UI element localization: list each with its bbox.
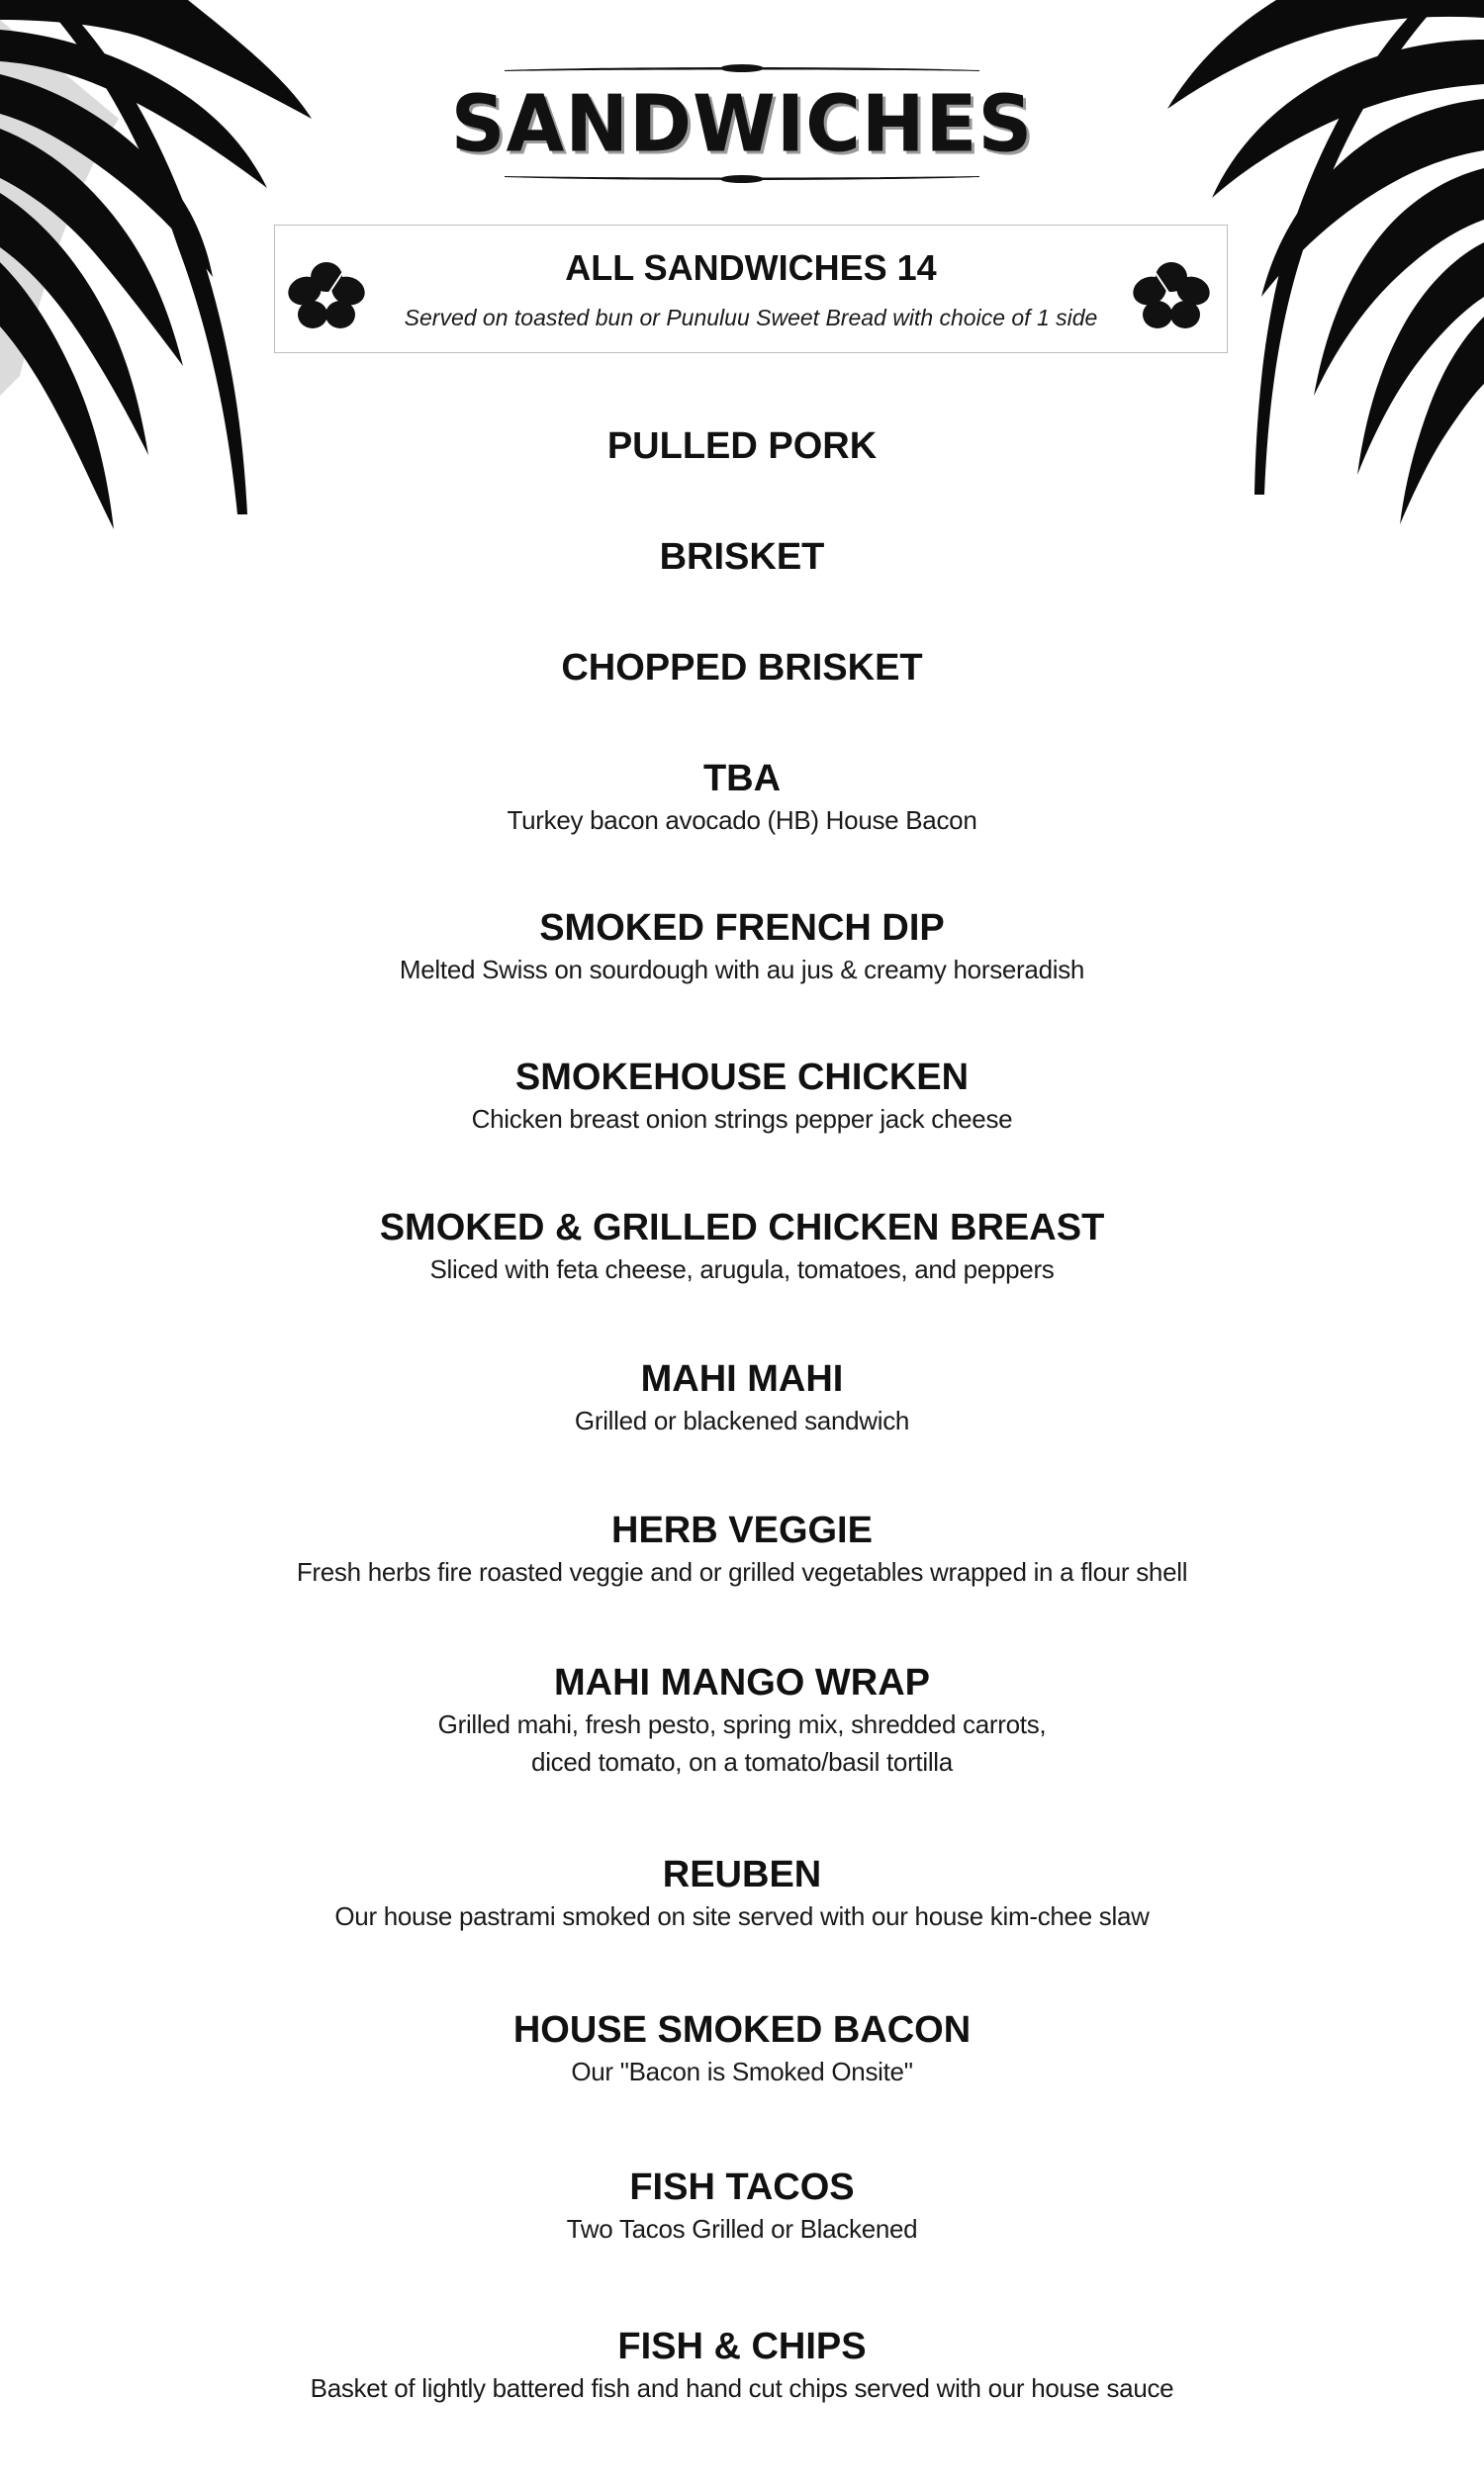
price-banner bbox=[274, 225, 1228, 353]
hibiscus-flower-icon bbox=[1130, 259, 1213, 332]
menu-item bbox=[99, 1055, 1385, 1138]
menu-item-name: SMOKED FRENCH DIP bbox=[539, 907, 945, 949]
menu-item-description: Chicken breast onion strings pepper jack cheese bbox=[471, 1104, 1013, 1134]
menu-item-description: Turkey bacon avocado (HB) House Bacon bbox=[507, 805, 977, 835]
menu-item bbox=[99, 2165, 1385, 2248]
title-top-rule bbox=[505, 64, 979, 74]
menu-item bbox=[99, 2007, 1385, 2090]
menu-item bbox=[99, 1852, 1385, 1935]
menu-item-name: BRISKET bbox=[659, 536, 825, 578]
title-bottom-rule bbox=[505, 173, 979, 183]
menu-item-name: MAHI MANGO WRAP bbox=[554, 1662, 930, 1704]
menu-item-description: Fresh herbs fire roasted veggie and or grilled vegetables wrapped in a flour shell bbox=[296, 1557, 1188, 1587]
menu-item-name: HERB VEGGIE bbox=[611, 1510, 873, 1551]
menu-item bbox=[99, 2324, 1385, 2407]
menu-item-name: FISH & CHIPS bbox=[617, 2326, 867, 2367]
menu-title-block bbox=[445, 54, 1039, 203]
menu-item-name: CHOPPED BRISKET bbox=[561, 647, 923, 689]
menu-item-description: Grilled or blackened sandwich bbox=[574, 1406, 910, 1435]
menu-item-description: Two Tacos Grilled or Blackened bbox=[566, 2214, 918, 2244]
menu-item bbox=[99, 756, 1385, 839]
menu-item bbox=[99, 1508, 1385, 1591]
menu-item-name: MAHI MAHI bbox=[640, 1358, 844, 1400]
menu-item-name: SMOKEHOUSE CHICKEN bbox=[514, 1057, 970, 1098]
menu-item-description: Our house pastrami smoked on site served with our house kim-chee slaw bbox=[334, 1901, 1150, 1931]
menu-item-name: HOUSE SMOKED BACON bbox=[512, 2009, 972, 2051]
menu-item-description: Grilled mahi, fresh pesto, spring mix, shredded carrots, bbox=[437, 1709, 1047, 1739]
menu-item-description-line-2: diced tomato, on a tomato/basil tortilla bbox=[531, 1747, 953, 1777]
menu-item bbox=[99, 534, 1385, 580]
menu-item-description: Sliced with feta cheese, arugula, tomatoes, and peppers bbox=[429, 1254, 1055, 1284]
menu-item-description: Our "Bacon is Smoked Onsite" bbox=[571, 2057, 913, 2086]
menu-item-description: Melted Swiss on sourdough with au jus & creamy horseradish bbox=[399, 955, 1085, 984]
menu-item-name: SMOKED & GRILLED CHICKEN BREAST bbox=[379, 1207, 1105, 1248]
menu-item-name: TBA bbox=[702, 758, 782, 799]
menu-item bbox=[99, 905, 1385, 988]
menu-item-name: FISH TACOS bbox=[629, 2167, 855, 2208]
menu-item bbox=[99, 423, 1385, 469]
banner-heading: ALL SANDWICHES 14 bbox=[565, 247, 937, 288]
page-title: SANDWICHES bbox=[450, 76, 1034, 170]
menu-item-name: PULLED PORK bbox=[606, 425, 878, 467]
menu-item-description: Basket of lightly battered fish and hand cut chips served with our house sauce bbox=[310, 2373, 1174, 2403]
menu-item-name: REUBEN bbox=[662, 1854, 822, 1895]
menu-item bbox=[99, 645, 1385, 691]
menu-item bbox=[99, 1660, 1385, 1781]
menu-item bbox=[99, 1205, 1385, 1288]
menu-item bbox=[99, 1356, 1385, 1439]
banner-subtext: Served on toasted bun or Punuluu Sweet Bread with choice of 1 side bbox=[404, 305, 1098, 330]
